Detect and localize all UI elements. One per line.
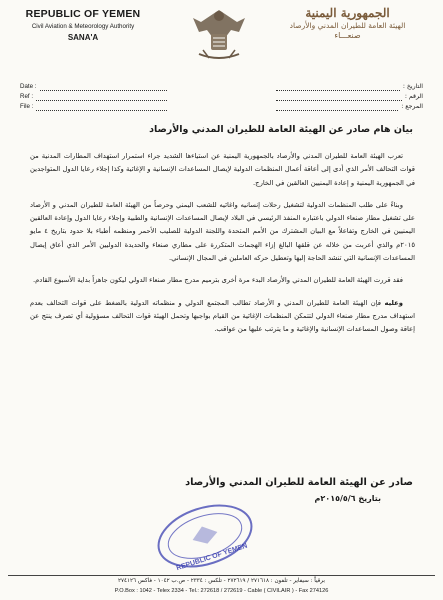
reference-fields-ar (273, 82, 423, 112)
stamp-text: REPUBLIC OF YEMEN (175, 542, 249, 572)
paragraph-3: فقد قررت الهيئة العامة للطيران المدني والأرصاد البدء مرة أخرى بترميم مدرج مطار صنعاء الدولي ليكون جاهزاً بداية الأسبوع القادم. (32, 276, 403, 285)
file-field-ar (276, 104, 398, 111)
reference-fields-en (20, 82, 170, 112)
footer-contact-ar: برقياً : سيفاير - تلفون : ٢٧١٦١٨ / ٢٧٢٦١٩ - تلكس : ٢٣٣٤ - ص.ب ١٠٤٢ - فاكس ٢٧٤١٢٦ (118, 578, 325, 584)
date-label-ar: التاريخ : (402, 83, 423, 90)
ref-field-ar (276, 94, 402, 101)
ref-label-en: Ref : (20, 93, 34, 100)
footer-divider (8, 575, 435, 576)
ref-field-en (36, 94, 167, 101)
paragraph-4-text: فإن الهيئة العامة للطيران المدني و الأرصاد تطالب المجتمع الدولي و منظماته الدولية بالضغط على قوات التحالف بعدم استهداف مدرج مطار صنعاء الدولي لتتمكن المنظمات الإغاثية من القيام بواجبها وتحمل الهيئة قوات التحالف مسؤولية أي تصرف ينتج عن إعاقة وصول المساعدات الإنسانية والإغاثية و ما يترتب عليها من عواقب. (30, 298, 415, 334)
statement-body (30, 150, 415, 346)
city-name-ar: صنعـــاء (334, 31, 361, 40)
file-label-en: File : (20, 103, 34, 110)
authority-name-en: Civil Aviation & Meteorology Authority (31, 23, 135, 30)
city-name-en: SANA'A (67, 33, 99, 42)
footer-contact-en: P.O.Box : 1042 - Telex 2334 - Tel.: 272618 / 272619 - Cable ( CIVILAIR ) - Fax 274126 (114, 588, 329, 594)
file-label-ar: المرجع : (401, 103, 423, 110)
paragraph-4 (30, 297, 415, 337)
paragraph-2: وبناءً على طلب المنظمات الدولية لتشغيل رحلات إنسانيه واغاثيه للشعب اليمني وحرصاً من الهيئة العامة للطيران المدني و الأرصاد على تشغيل مطار صنعاء الدولي باعتباره المنفذ الرئيسي في البلاد لإيصال المساعدات الإنسانية والطبية وإجلاء رعايا الدول وإعادة العالقين اليمنيين في الخارج وتفاعلاً مع البيان المشترك من الأمم المتحدة واللجنة الدولية للصليب الأحمر ومنظمه أطباء بلا حدود بتاريخ ٤ مايو ٢٠١٥م والذي أعربت من خلاله عن قلقها البالغ إزاء الهجمات المتكررة على مطاري صنعاء والحديدة الدوليين الأمر الذي أعاق إيصال المساعدات الإنسانية التي تنشد الحاجة إليها وتعطيل حركه العاملين في المجال الإنساني. (30, 200, 415, 263)
issuer-line: صادر عن الهيئة العامة للطيران المدني والأرصاد (185, 477, 413, 488)
official-stamp (150, 500, 260, 572)
date-label-en: Date : (20, 83, 37, 90)
national-emblem-icon (189, 4, 249, 66)
country-name-ar: الجمهورية اليمنية (305, 6, 390, 20)
file-field-en (36, 104, 167, 111)
statement-title: بيان هام صادر عن الهيئة العامة للطيران المدني والأرصاد (149, 124, 413, 135)
ref-label-ar: الرقم : (404, 93, 423, 100)
issue-date: بتاريخ ٢٠١٥/٥/٦م (314, 494, 381, 503)
country-name-en: REPUBLIC OF YEMEN (25, 8, 141, 20)
date-field-ar (276, 84, 400, 91)
date-field-en (40, 84, 167, 91)
paragraph-1: تعرب الهيئة العامة للطيران المدني والأرصاد بالجمهورية اليمنية عن استياءها الشديد جراء استمرار استهداف المطارات المدنية من قوات التحالف الأمر الذي أدى إلى أعاقة أعمال المنظمات الدولية لإيصال المساعدات الإنسانية و الإغاثية وكذا إجلاء رعايا الدول المتواجدين في الجمهورية اليمنية و إعادة اليمنيين العالقين في الخارج. (30, 152, 415, 187)
letterhead-arabic (260, 6, 435, 40)
letterhead-english (8, 8, 158, 42)
authority-name-ar: الهيئة العامة للطيران المدني والأرصاد (289, 21, 406, 30)
paragraph-4-lead: وعليه (384, 298, 403, 307)
